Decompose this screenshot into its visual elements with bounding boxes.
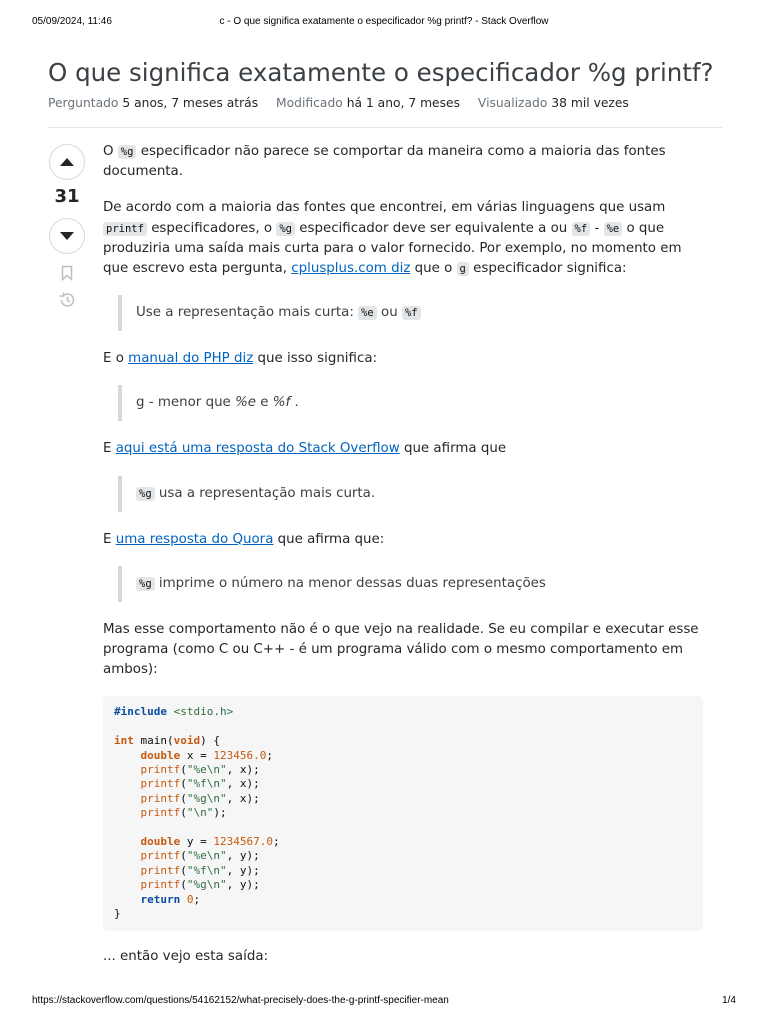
text: que afirma que: xyxy=(273,531,385,547)
print-url: https://stackoverflow.com/questions/54162152/what-precisely-does-the-g-printf-specifier-mean xyxy=(32,995,449,1006)
link-stackoverflow-answer[interactable]: aqui está uma resposta do Stack Overflow xyxy=(115,441,400,457)
code-token: "%f\n" xyxy=(186,863,227,877)
meta-viewed xyxy=(478,96,629,110)
text: . xyxy=(290,395,299,411)
paragraph-1 xyxy=(103,142,703,182)
code-token: printf xyxy=(140,777,181,791)
history-icon xyxy=(58,291,76,309)
inline-code: %e xyxy=(358,306,377,320)
code-token: #include xyxy=(114,705,167,719)
caret-up-icon xyxy=(59,157,75,167)
meta-viewed-label: Visualizado xyxy=(477,96,548,110)
code-line xyxy=(114,835,692,849)
text: especificadores, o xyxy=(146,220,277,236)
code-line xyxy=(114,734,692,748)
code-token: main xyxy=(133,734,167,748)
text: Use a representação mais curta: xyxy=(136,305,359,321)
inline-code: %e xyxy=(604,222,623,236)
code-token: , x); xyxy=(226,763,260,777)
code-token: void xyxy=(173,734,201,748)
code-token: printf xyxy=(140,849,181,863)
text: - xyxy=(590,220,604,236)
code-token: printf xyxy=(140,791,181,805)
code-line: printf("%e\n", x); xyxy=(140,763,260,777)
paragraph-5 xyxy=(103,530,703,550)
code-token: <stdio.h> xyxy=(166,705,234,719)
code-line xyxy=(114,705,692,719)
upvote-button[interactable] xyxy=(49,144,85,180)
inline-code: %f xyxy=(572,222,591,236)
code-token: } xyxy=(114,907,121,921)
inline-code: %g xyxy=(118,145,137,159)
code-token: "%e\n" xyxy=(186,763,227,777)
code-token: ) { xyxy=(200,734,220,748)
meta-asked-value[interactable]: 5 anos, 7 meses atrás xyxy=(122,96,259,110)
code-line: printf("%f\n", y); xyxy=(140,863,260,877)
code-token: printf xyxy=(140,863,181,877)
code-token: ; xyxy=(266,748,273,762)
inline-code: %g xyxy=(136,577,155,591)
code-block[interactable] xyxy=(103,696,703,930)
bookmark-icon xyxy=(61,265,73,281)
code-token: printf xyxy=(140,806,181,820)
text: que isso significa: xyxy=(253,351,378,367)
paragraph-2 xyxy=(103,198,703,279)
meta-asked xyxy=(48,96,262,110)
code-token: "%e\n" xyxy=(186,849,227,863)
code-token: double xyxy=(140,748,181,762)
blockquote-4 xyxy=(118,566,703,602)
code-token: , y); xyxy=(226,849,260,863)
print-doc-title: c - O que significa exatamente o especificador %g printf? - Stack Overflow xyxy=(219,16,549,27)
code-token: "%g\n" xyxy=(186,791,227,805)
code-token: printf xyxy=(140,763,181,777)
meta-modified-label: Modificado xyxy=(276,96,343,110)
emphasis: %f xyxy=(272,395,291,411)
inline-code: %g xyxy=(136,487,155,501)
text: que o xyxy=(410,261,457,277)
blockquote-2 xyxy=(118,385,703,421)
text: g - menor que xyxy=(136,395,236,411)
text: E xyxy=(103,441,116,457)
code-line: printf("\n"); xyxy=(140,806,227,820)
code-token: return xyxy=(140,892,181,906)
inline-code: printf xyxy=(103,222,147,236)
meta-viewed-value: 38 mil vezes xyxy=(551,96,629,110)
code-line: printf("%g\n", y); xyxy=(140,878,260,892)
code-token: ; xyxy=(193,892,201,906)
code-token: , y); xyxy=(226,863,260,877)
code-line xyxy=(114,749,692,763)
print-page-number: 1/4 xyxy=(722,995,736,1006)
code-token: printf xyxy=(140,878,181,892)
code-token: "%f\n" xyxy=(186,777,227,791)
question-meta xyxy=(48,96,643,110)
paragraph-6: Mas esse comportamento não é o que vejo na realidade. Se eu compilar e executar esse programa (como C ou C++ - é um programa válido com o mesmo comportamento em ambos): xyxy=(103,621,699,678)
code-token: , y); xyxy=(226,878,260,892)
emphasis: %e xyxy=(235,395,257,411)
text: O xyxy=(103,144,118,159)
print-header xyxy=(32,16,736,30)
text: especificador significa: xyxy=(468,261,627,277)
code-line xyxy=(114,893,692,907)
code-line xyxy=(114,821,692,835)
code-token: "%g\n" xyxy=(186,878,227,892)
text: que afirma que xyxy=(399,441,507,457)
meta-modified-value[interactable]: há 1 ano, 7 meses xyxy=(346,96,460,110)
text: imprime o número na menor dessas duas representações xyxy=(154,575,546,591)
link-php-manual[interactable]: manual do PHP diz xyxy=(128,351,254,367)
inline-code: %f xyxy=(402,306,421,320)
question-body xyxy=(103,142,703,983)
blockquote-3 xyxy=(118,476,703,512)
code-token: 0 xyxy=(180,892,194,906)
text: De acordo com a maioria das fontes que encontrei, em várias linguagens que usam xyxy=(103,200,666,216)
code-line: printf("%f\n", x); xyxy=(140,777,260,791)
text: ou xyxy=(376,305,402,321)
text: e xyxy=(256,395,273,411)
text: usa a representação mais curta. xyxy=(154,485,376,501)
code-token: , x); xyxy=(226,791,260,805)
meta-asked-label: Perguntado xyxy=(48,96,119,110)
history-button[interactable] xyxy=(58,290,76,310)
code-line: printf("%g\n", x); xyxy=(140,791,260,805)
code-line: printf("%e\n", y); xyxy=(140,849,260,863)
code-token: double xyxy=(140,835,181,849)
text: especificador deve ser equivalente a ou xyxy=(294,220,572,236)
question-title[interactable]: O que significa exatamente o especificador %g printf? xyxy=(48,58,714,87)
paragraph-4 xyxy=(103,439,703,459)
link-quora-answer[interactable]: uma resposta do Quora xyxy=(115,531,274,547)
meta-modified xyxy=(276,96,464,110)
code-token: ); xyxy=(213,806,227,820)
inline-code: g xyxy=(457,262,469,276)
bookmark-button[interactable] xyxy=(58,263,76,283)
print-date: 05/09/2024, 11:46 xyxy=(32,16,112,27)
text: o que produziria uma saída mais curta para o valor fornecido. Por exemplo, no momento em que escrevo esta pergunta, xyxy=(103,220,682,277)
code-token: x = xyxy=(180,748,214,762)
print-footer xyxy=(32,995,736,1009)
paragraph-7: ... então vejo esta saída: xyxy=(103,948,269,964)
code-token: ; xyxy=(272,835,280,849)
title-divider xyxy=(48,127,722,128)
code-token: ( xyxy=(167,734,174,748)
caret-down-icon xyxy=(59,231,75,241)
text: especificador não parece se comportar da maneira como a maioria das fontes documenta. xyxy=(103,144,666,180)
blockquote-1 xyxy=(118,295,703,331)
downvote-button[interactable] xyxy=(49,218,85,254)
code-line xyxy=(114,720,692,734)
inline-code: %g xyxy=(276,222,295,236)
code-token: 123456.0 xyxy=(213,748,267,762)
code-token: 1234567.0 xyxy=(213,835,273,849)
code-token: y = xyxy=(180,835,214,849)
paragraph-3 xyxy=(103,349,703,369)
code-token: int xyxy=(114,734,134,748)
text: E xyxy=(103,531,116,547)
vote-count: 31 xyxy=(54,186,80,207)
code-line xyxy=(114,907,692,921)
code-token: "\n" xyxy=(186,806,214,820)
text: E o xyxy=(103,351,129,367)
code-token: , x); xyxy=(226,777,260,791)
link-cplusplus[interactable]: cplusplus.com diz xyxy=(291,261,411,277)
